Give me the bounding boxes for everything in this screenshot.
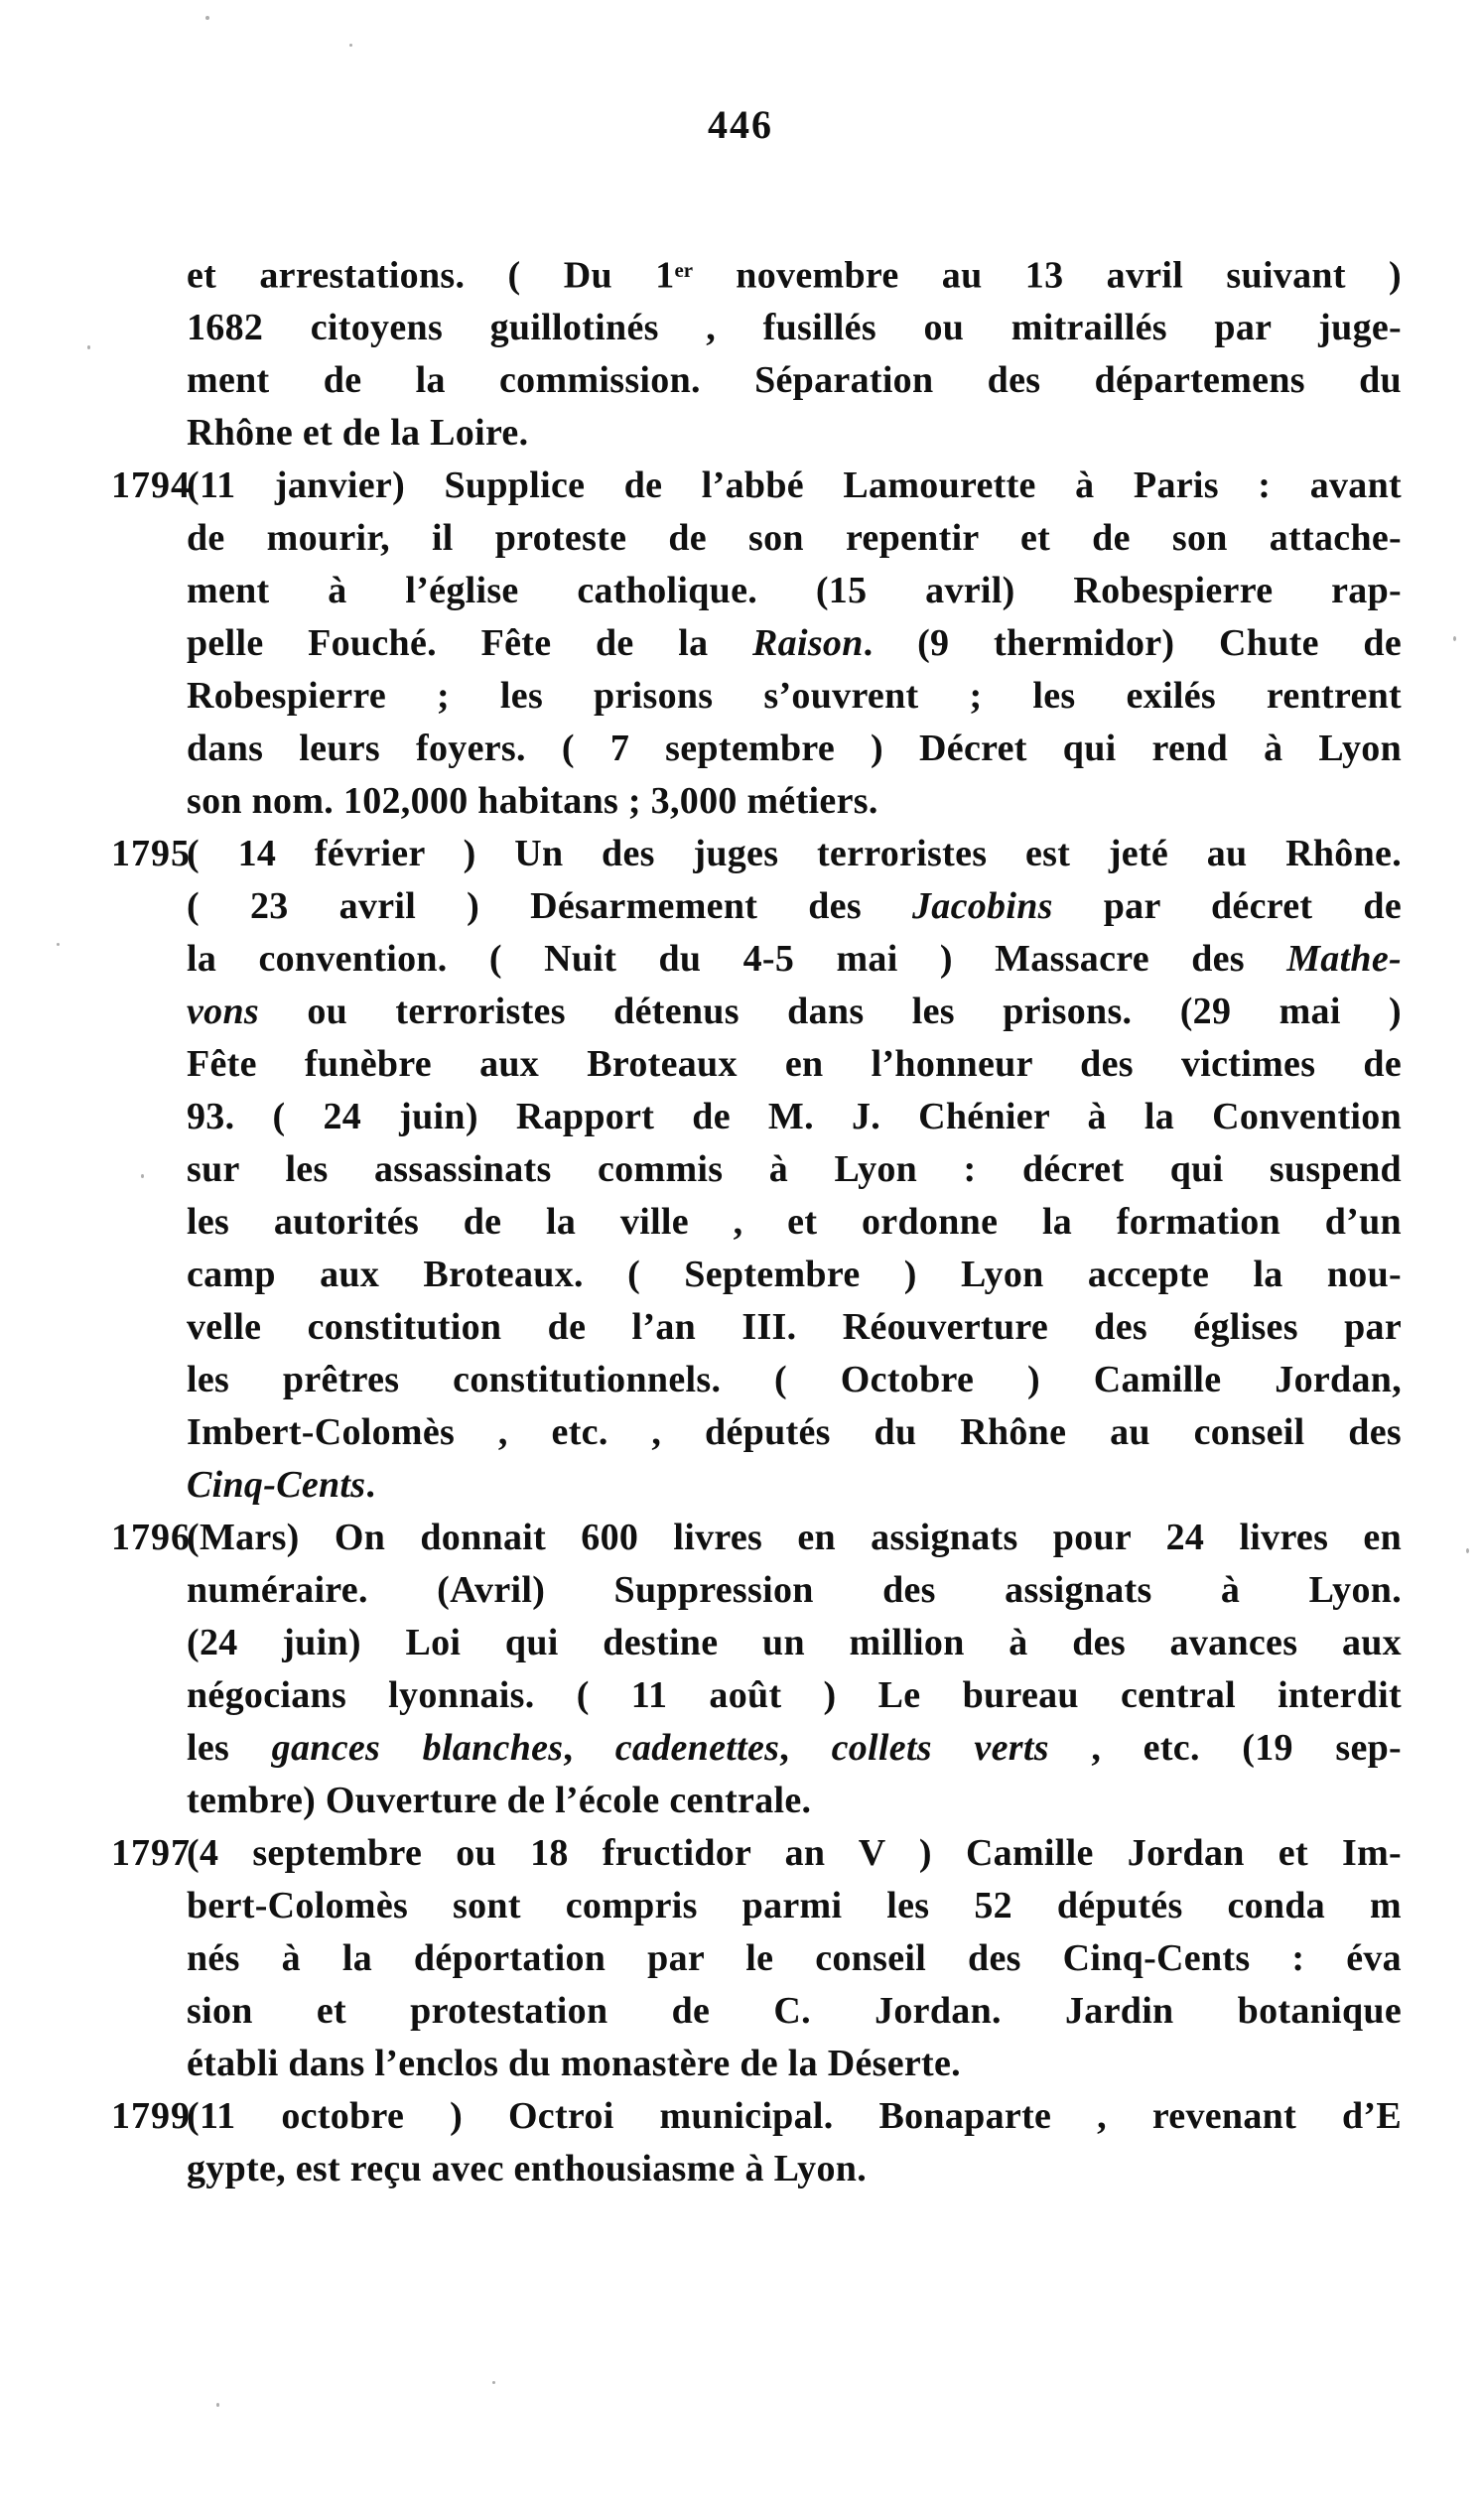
text-line <box>187 1880 1402 1932</box>
plain-text: pelle Fouché. Fête de la <box>187 622 753 665</box>
text-line <box>187 1617 1402 1669</box>
plain-text: sur les assassinats commis à Lyon : décret qui suspend <box>187 1148 1402 1191</box>
entry-year: 1794 <box>111 464 191 507</box>
plain-text: les autorités de la ville , et ordonne la formation d’un <box>187 1201 1402 1244</box>
plain-text: (24 juin) Loi qui destine un million à des avances aux <box>187 1622 1402 1664</box>
scan-speck <box>1453 636 1456 641</box>
plain-text: tembre) Ouverture de l’école centrale. <box>187 1780 812 1822</box>
scan-speck <box>87 345 90 349</box>
plain-text: gypte, est reçu avec enthousiasme à Lyon. <box>187 2148 867 2190</box>
plain-text: , <box>779 1727 832 1770</box>
plain-text: (11 octobre ) Octroi municipal. Bonaparte , revenant d’E <box>187 2095 1402 2138</box>
plain-text: numéraire. (Avril) Suppression des assignats à Lyon. <box>187 1569 1402 1612</box>
text-line <box>187 1196 1402 1249</box>
text-line <box>187 407 1402 460</box>
plain-text: établi dans l’enclos du monastère de la Déserte. <box>187 2043 961 2085</box>
plain-text: de mourir, il proteste de son repentir et de son attache- <box>187 517 1402 560</box>
timeline-entry <box>111 828 1402 1512</box>
plain-text: dans leurs foyers. ( 7 septembre ) Décret qui rend à Lyon <box>187 728 1402 770</box>
text-line <box>187 1091 1402 1143</box>
text-line <box>187 2090 1402 2143</box>
page-number: 446 <box>708 102 773 147</box>
text-line <box>187 302 1402 354</box>
scan-speck <box>349 44 352 47</box>
text-line <box>187 1301 1402 1354</box>
plain-text: , <box>563 1727 615 1770</box>
superscript-text: er <box>674 258 694 282</box>
plain-text: Robespierre ; les prisons s’ouvrent ; les exilés rentrent <box>187 675 1402 718</box>
text-line <box>187 354 1402 407</box>
text-line <box>187 1354 1402 1406</box>
text-line <box>187 460 1402 512</box>
plain-text: les prêtres constitutionnels. ( Octobre ) Camille Jordan, <box>187 1359 1402 1401</box>
italic-text: Mathe- <box>1286 938 1402 981</box>
entry-year: 1797 <box>111 1832 191 1875</box>
plain-text: 93. ( 24 juin) Rapport de M. J. Chénier à la Convention <box>187 1096 1402 1138</box>
text-line <box>187 1249 1402 1301</box>
text-line <box>187 244 1402 302</box>
text-line <box>187 880 1402 933</box>
plain-text: , etc. (19 sep- <box>1048 1727 1403 1770</box>
italic-text: Jacobins <box>911 885 1053 928</box>
text-line <box>187 1985 1402 2038</box>
scan-speck <box>57 943 60 946</box>
text-line <box>187 1512 1402 1564</box>
text-line <box>187 933 1402 986</box>
text-line <box>187 1564 1402 1617</box>
italic-text: vons <box>187 991 259 1033</box>
plain-text: velle constitution de l’an III. Réouverture des églises par <box>187 1306 1402 1349</box>
italic-text: Raison <box>752 622 864 665</box>
plain-text: Imbert-Colomès , etc. , députés du Rhône au conseil des <box>187 1411 1402 1454</box>
plain-text: ment à l’église catholique. (15 avril) Robespierre rap- <box>187 570 1402 612</box>
plain-text: (4 septembre ou 18 fructidor an V ) Camille Jordan et Im- <box>187 1832 1402 1875</box>
plain-text: Fête funèbre aux Broteaux en l’honneur des victimes de <box>187 1043 1402 1086</box>
entry-year: 1795 <box>111 833 191 875</box>
entry-year: 1799 <box>111 2095 191 2138</box>
plain-text: ou terroristes détenus dans les prisons. (29 mai ) <box>259 991 1402 1033</box>
timeline-entry <box>111 1827 1402 2090</box>
text-line <box>187 2038 1402 2090</box>
plain-text: novembre au 13 avril suivant ) <box>693 254 1403 297</box>
plain-text: (Mars) On donnait 600 livres en assignats pour 24 livres en <box>187 1517 1402 1559</box>
timeline-entry <box>111 460 1402 828</box>
text-line <box>187 1459 1402 1512</box>
scan-speck <box>205 16 209 20</box>
text-line <box>187 1038 1402 1091</box>
text-line <box>187 723 1402 775</box>
plain-text: et arrestations. ( Du 1 <box>187 254 675 297</box>
entries <box>111 244 1402 2195</box>
text-line <box>187 617 1402 670</box>
italic-text: cadenettes <box>614 1727 780 1770</box>
text-line <box>187 1932 1402 1985</box>
plain-text: nés à la déportation par le conseil des Cinq-Cents : éva <box>187 1937 1402 1980</box>
plain-text: négocians lyonnais. ( 11 août ) Le bureau central interdit <box>187 1674 1402 1717</box>
timeline-entry <box>111 244 1402 460</box>
plain-text: ment de la commission. Séparation des départemens du <box>187 359 1402 402</box>
plain-text: camp aux Broteaux. ( Septembre ) Lyon accepte la nou- <box>187 1254 1402 1296</box>
italic-text: gances blanches <box>271 1727 564 1770</box>
plain-text: la convention. ( Nuit du 4-5 mai ) Massacre des <box>187 938 1287 981</box>
text-line <box>187 1669 1402 1722</box>
plain-text: Rhône et de la Loire. <box>187 412 529 455</box>
text-line <box>187 512 1402 565</box>
text-line <box>187 1722 1402 1775</box>
scan-speck <box>492 2381 495 2384</box>
plain-text: son nom. 102,000 habitans ; 3,000 métiers. <box>187 780 878 823</box>
plain-text: les <box>187 1727 272 1770</box>
plain-text: bert-Colomès sont compris parmi les 52 députés conda m <box>187 1885 1402 1927</box>
text-line <box>187 1406 1402 1459</box>
text-line <box>187 828 1402 880</box>
text-line <box>187 1143 1402 1196</box>
plain-text: par décret de <box>1052 885 1402 928</box>
plain-text: . <box>365 1464 376 1507</box>
text-line <box>187 986 1402 1038</box>
scan-speck <box>216 2403 219 2407</box>
plain-text: sion et protestation de C. Jordan. Jardin botanique <box>187 1990 1402 2033</box>
plain-text: . (9 thermidor) Chute de <box>863 622 1402 665</box>
text-line <box>187 2143 1402 2195</box>
entry-year: 1796 <box>111 1517 191 1559</box>
italic-text: Cinq-Cents <box>187 1464 366 1507</box>
plain-text: ( 14 février ) Un des juges terroristes est jeté au Rhône. <box>187 833 1402 875</box>
text-line <box>187 1775 1402 1827</box>
timeline-entry <box>111 2090 1402 2195</box>
scan-speck <box>141 1174 144 1178</box>
text-line <box>187 1827 1402 1880</box>
italic-text: collets verts <box>831 1727 1049 1770</box>
text-line <box>187 565 1402 617</box>
plain-text: ( 23 avril ) Désarmement des <box>187 885 912 928</box>
timeline-entry <box>111 1512 1402 1827</box>
plain-text: (11 janvier) Supplice de l’abbé Lamourette à Paris : avant <box>187 464 1402 507</box>
plain-text: 1682 citoyens guillotinés , fusillés ou mitraillés par juge- <box>187 307 1402 349</box>
text-line <box>187 670 1402 723</box>
text-line <box>187 775 1402 828</box>
scan-speck <box>1466 1548 1469 1553</box>
